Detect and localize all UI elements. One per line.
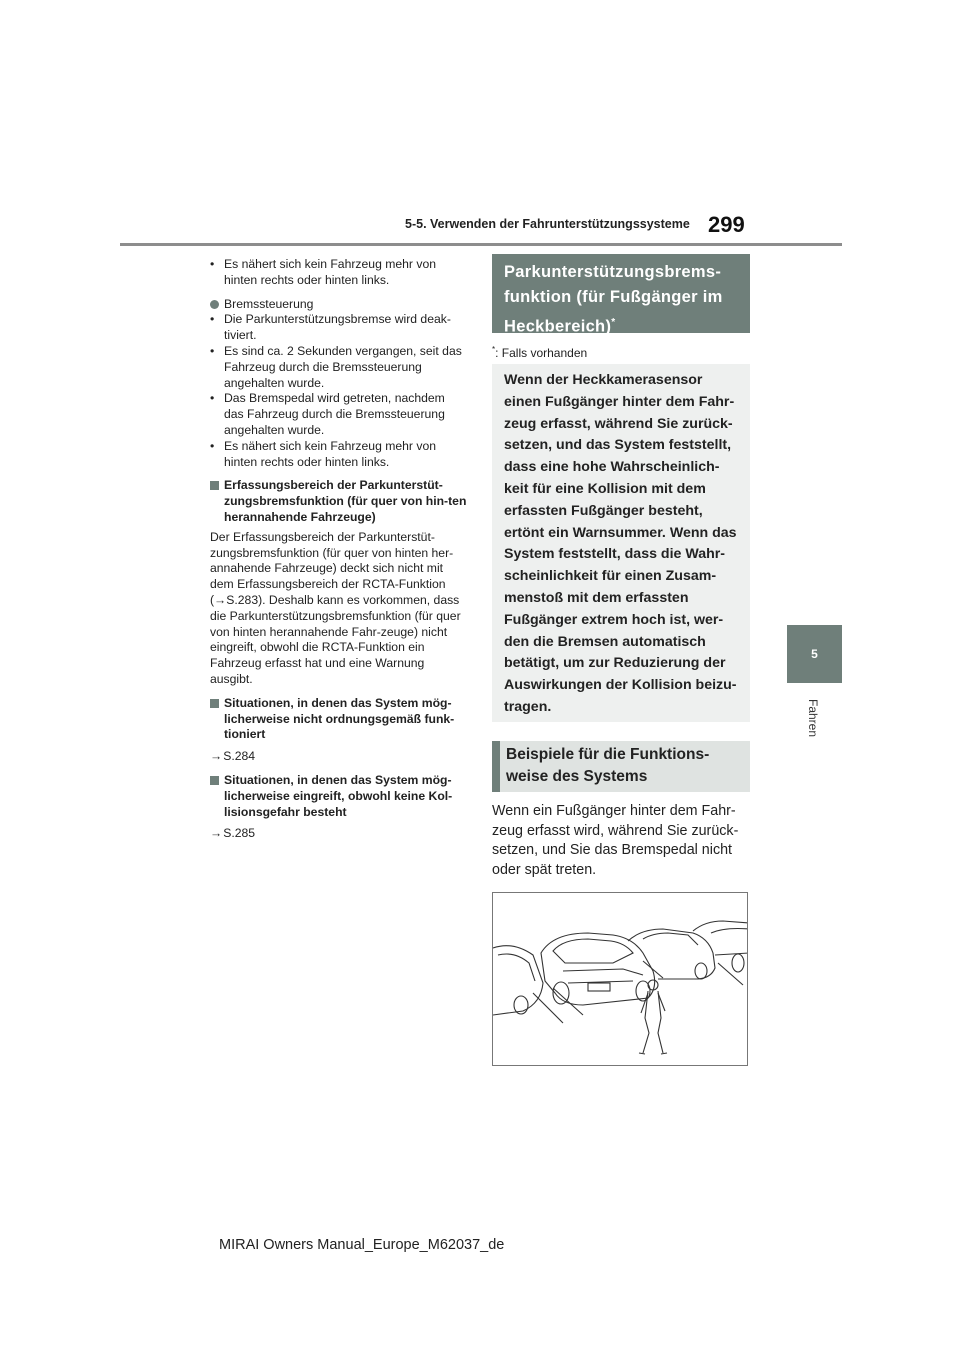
page-number: 299 <box>708 212 745 237</box>
arrow-right-icon: → <box>210 826 223 841</box>
pedestrian-behind-car-illustration <box>493 893 748 1066</box>
list-item: • Es sind ca. 2 Sekunden vergangen, seit das Fahrzeug durch die Bremssteuerung angehalten wurde. <box>210 343 462 390</box>
brake-control-heading: Bremssteuerung <box>210 297 467 313</box>
detection-range-body: Der Erfassungsbereich der Parkunterstüt-zungsbremsfunktion (für quer von hinten her-annahende Fahrzeuge) deckt sich nicht mit dem Erfassungsbereich der RCTA-Funktion (→S.283). Deshalb kann es vorkommen, dass die Parkunterstützungsbremsfunktion (für quer von hinten herannahende Fahr-zeuge) nicht eingreift, obwohl die RCTA-Funktion ein Fahrzeug erfasst hat und eine Warnung ausgibt. <box>210 529 461 686</box>
page-reference[interactable]: → S.285 <box>210 826 256 841</box>
chapter-number: 5 <box>811 647 818 661</box>
example-heading: Beispiele für die Funktions-weise des Systems <box>506 746 710 785</box>
square-bullet-icon <box>210 776 219 785</box>
chapter-label <box>793 688 833 748</box>
detection-range-heading: Erfassungsbereich der Parkunterstüt-zungsbremsfunktion (für quer von hin-ten herannahende Fahrzeuge) <box>210 478 467 525</box>
false-activation-heading: Situationen, in denen das System mög-licherweise eingreift, obwohl keine Kol-lisionsgefahr besteht <box>210 773 467 820</box>
header-rule <box>120 243 842 246</box>
arrow-right-icon: → <box>210 749 223 764</box>
chapter-label-text: Fahren <box>806 698 820 738</box>
example-text: Wenn ein Fußgänger hinter dem Fahr-zeug erfasst wird, während Sie zurück-setzen, und Sie das Bremspedal nicht oder spät treten. <box>492 803 739 878</box>
list-item: • Es nähert sich kein Fahrzeug mehr von hinten rechts oder hinten links. <box>210 257 437 287</box>
parking-illustration <box>492 892 748 1066</box>
list-item: • Das Bremspedal wird getreten, nachdem das Fahrzeug durch die Bremssteuerung angehalten wurde. <box>210 391 445 437</box>
footer-doc-title: MIRAI Owners Manual_Europe_M62037_de <box>219 1237 505 1253</box>
example-heading-box <box>492 741 750 792</box>
circle-bullet-icon <box>210 300 219 309</box>
square-bullet-icon <box>210 699 219 708</box>
section-title-box: Parkunterstützungsbrems-funktion (für Fußgänger im Heckbereich)* <box>492 254 750 333</box>
page-reference[interactable]: → S.284 <box>210 749 256 764</box>
list-item: • Die Parkunterstützungsbremse wird deak-tiviert. <box>210 312 451 343</box>
malfunction-heading: Situationen, in denen das System mög-licherweise nicht ordnungsgemäß funk-tioniert <box>210 696 467 743</box>
footnote: *: Falls vorhanden <box>492 345 588 360</box>
square-bullet-icon <box>210 481 219 490</box>
list-item: • Es nähert sich kein Fahrzeug mehr von hinten rechts oder hinten links. <box>210 438 437 469</box>
header-section-title: 5-5. Verwenden der Fahrunterstützungssysteme <box>405 217 690 231</box>
footnote-mark: * <box>611 317 616 328</box>
chapter-tab <box>787 625 842 683</box>
info-box: Wenn der Heckkamerasensor einen Fußgänger hinter dem Fahr-zeug erfasst, während Sie zurück-setzen, und das System feststellt, dass eine hohe Wahrscheinlich-keit für eine Kollision mit dem erfassten Fußgänger besteht, ertönt ein Warnsummer. Wenn das System feststellt, dass die Wahr-scheinlichkeit für einen Zusam-menstoß mit dem erfassten Fußgänger extrem hoch ist, wer-den die Bremsen automatisch betätigt, um zur Reduzierung der Auswirkungen der Kollision beizu-tragen. <box>492 364 750 722</box>
left-column <box>210 257 467 842</box>
